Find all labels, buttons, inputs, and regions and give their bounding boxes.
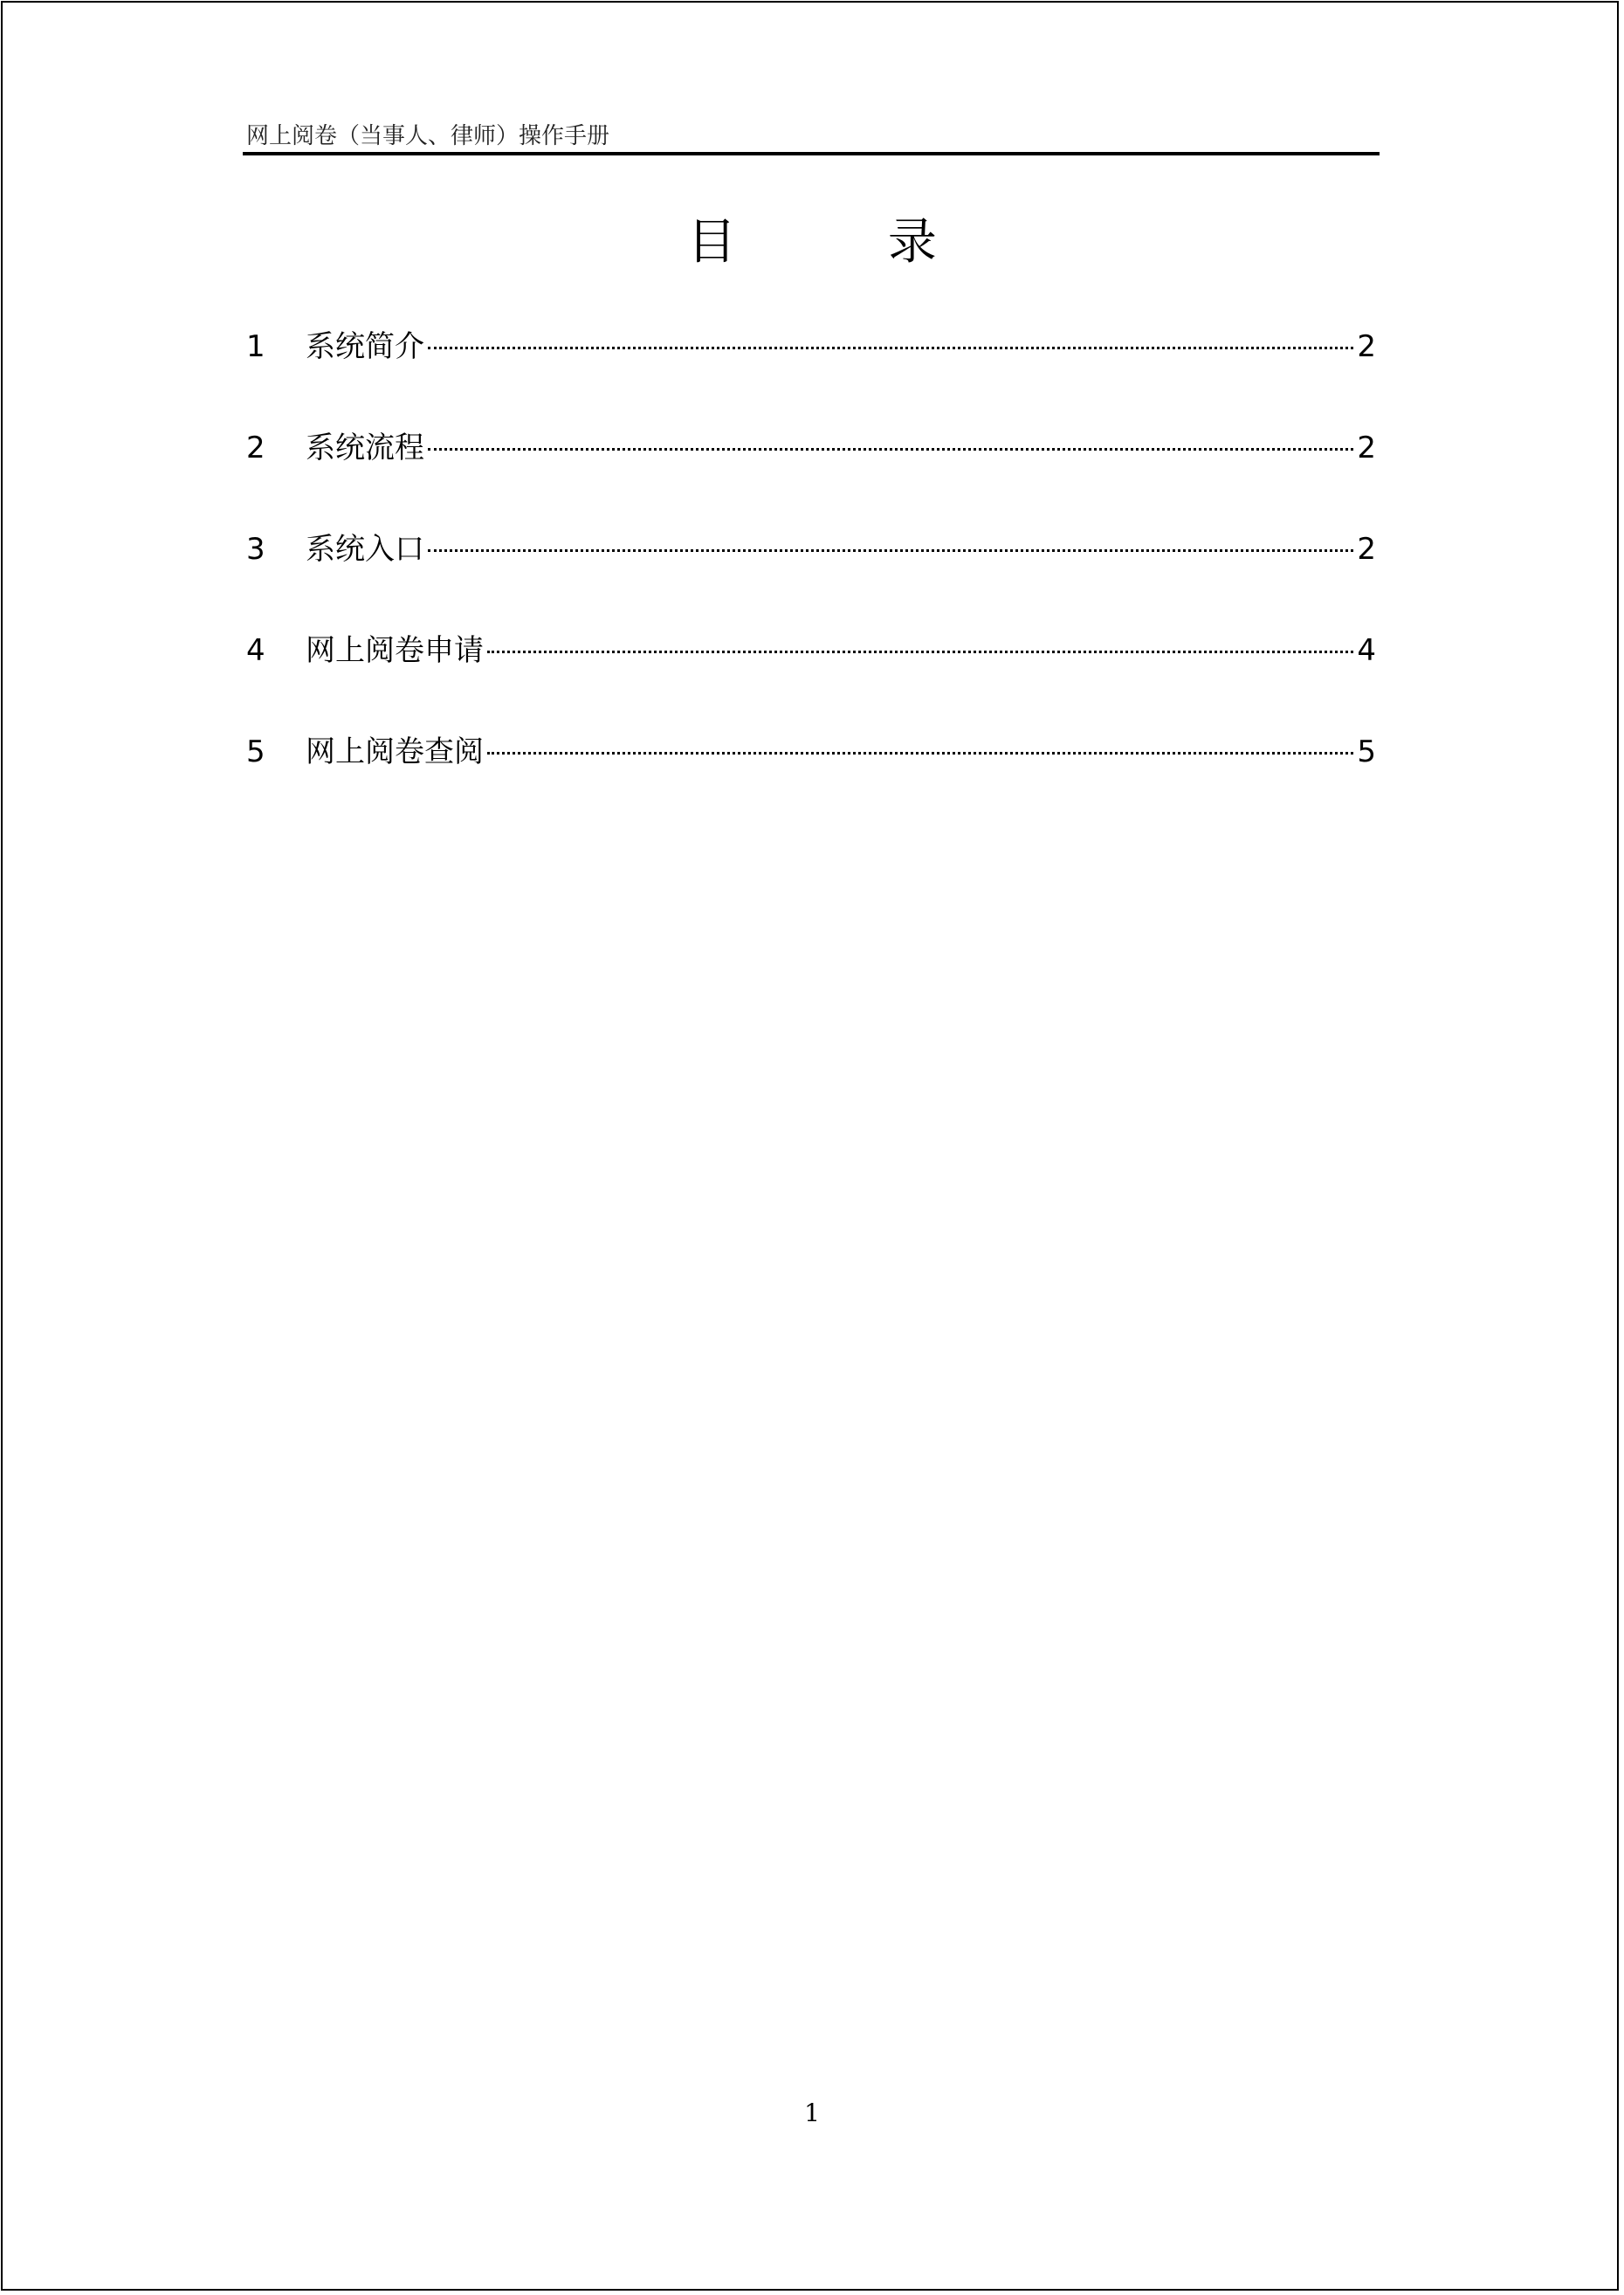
toc-entry-label[interactable]: 系统入口 — [306, 532, 424, 567]
toc-entry-page[interactable]: 4 — [1357, 633, 1376, 668]
toc-entry-number: 4 — [246, 633, 265, 668]
running-header: 网上阅卷（当事人、律师）操作手册 — [246, 123, 610, 149]
toc-entry-page[interactable]: 2 — [1357, 532, 1376, 567]
toc-entry[interactable] — [246, 419, 1376, 520]
toc-entry-label[interactable]: 网上阅卷申请 — [306, 633, 484, 668]
toc-entry-page[interactable]: 2 — [1357, 329, 1376, 364]
toc-entry[interactable] — [246, 622, 1376, 723]
toc-dot-leader — [428, 448, 1353, 451]
toc-dot-leader — [487, 651, 1353, 653]
toc-entry[interactable] — [246, 520, 1376, 622]
toc-dot-leader — [428, 347, 1353, 349]
toc-entry-number: 3 — [246, 532, 265, 567]
toc-entry-label[interactable]: 系统流程 — [306, 431, 424, 465]
page-number: 1 — [804, 2099, 820, 2127]
toc-title: 目 录 — [687, 214, 1005, 271]
toc-entry-number: 2 — [246, 431, 265, 465]
toc-entry-number: 1 — [246, 329, 265, 364]
toc-entry-number: 5 — [246, 734, 265, 769]
toc-entry-page[interactable]: 5 — [1357, 734, 1376, 769]
header-rule — [243, 152, 1380, 155]
toc-entry-page[interactable]: 2 — [1357, 431, 1376, 465]
toc-entry[interactable] — [246, 723, 1376, 824]
toc-list — [246, 318, 1376, 824]
toc-dot-leader — [487, 752, 1353, 755]
toc-entry-label[interactable]: 系统简介 — [306, 329, 424, 364]
toc-entry[interactable] — [246, 318, 1376, 419]
toc-entry-label[interactable]: 网上阅卷查阅 — [306, 734, 484, 769]
toc-dot-leader — [428, 549, 1353, 552]
